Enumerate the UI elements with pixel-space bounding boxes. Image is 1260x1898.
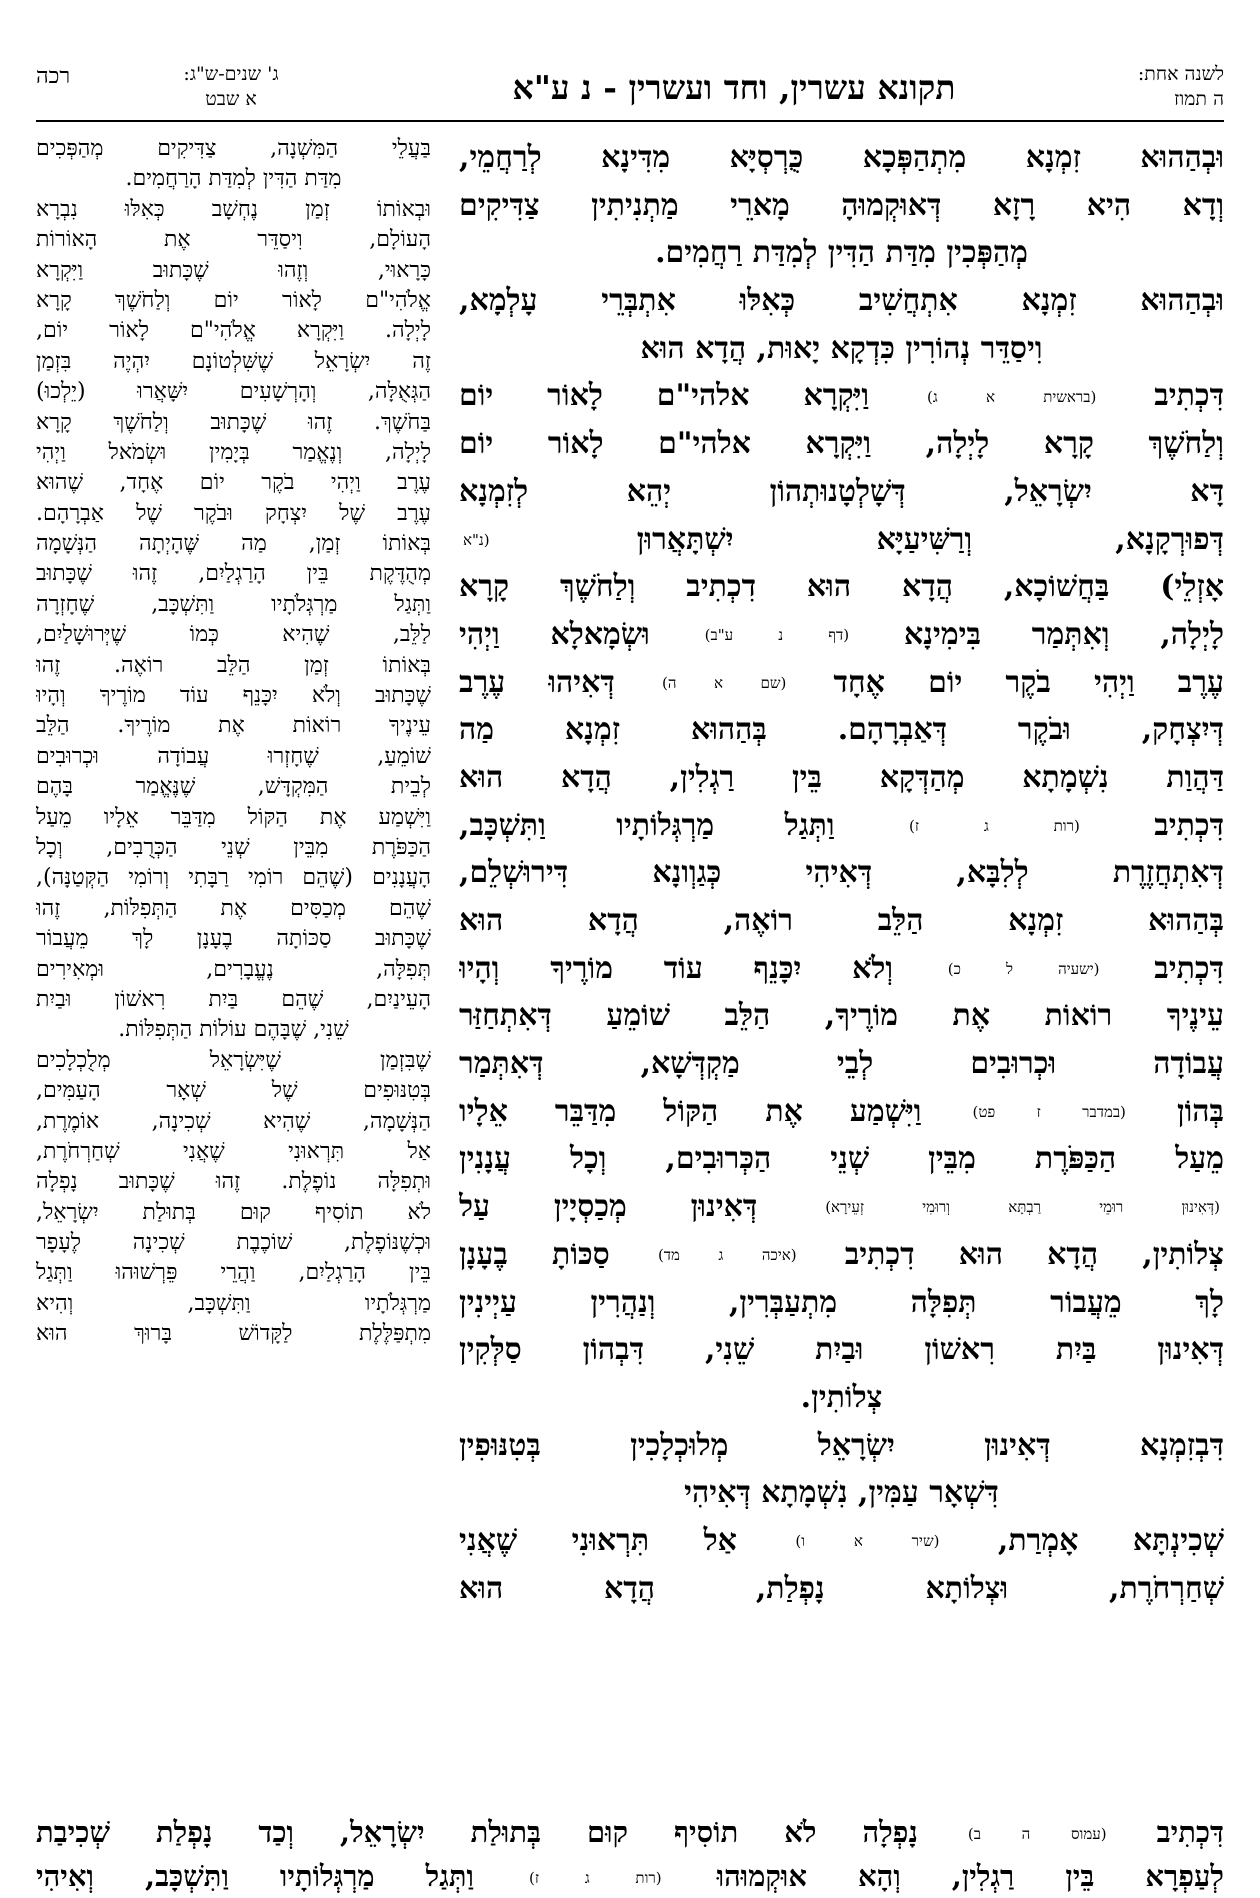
line-text: לָיְלָה, וְאִתְּמַר בִּימִינָא (903, 616, 1224, 652)
main-text-line (459, 1422, 1224, 1470)
main-text-line (459, 1040, 1224, 1088)
line-text: הָעֵינַיִם, שֶׁהֵם בַּיִת רִאשׁוֹן וּבַיִת (36, 986, 431, 1012)
main-text-line (459, 611, 1224, 659)
line-text: כָּרָאוּי, וְזֶהוּ שֶׁכָּתוּב וַיִּקְרָא (36, 257, 431, 283)
line-text: וַיִּשְׁמַע אֶת הַקּוֹל מִדַּבֵּר אֵלָיו (459, 1093, 922, 1129)
commentary-line (36, 924, 431, 954)
scripture-reference: (שם א ה) (662, 673, 787, 692)
commentary-line (36, 1258, 431, 1288)
scripture-reference: (במדבר ז פט) (972, 1102, 1126, 1121)
main-text-line (459, 420, 1224, 468)
line-text: דִּכְתִיב (1156, 1815, 1224, 1849)
main-text-column (459, 134, 1224, 1612)
header-three-year-date: א שבט (205, 88, 257, 110)
main-text-line (459, 1469, 1224, 1517)
commentary-line (36, 955, 431, 985)
line-text: אַל תִּרְאוּנִי שֶׁאֲנִי שְׁחַרְחֹרֶת, (36, 1138, 431, 1164)
line-text: שׁוֹמֵעַ, שֶׁחָזְרוּ עֲבוֹדָה וּכְרוּבִים (36, 743, 431, 769)
main-text-line (459, 277, 1224, 325)
running-header (36, 62, 1224, 128)
line-text: וּשְׂמָאלָא וַיְהִי (459, 616, 650, 652)
full-width-line (36, 1854, 1224, 1898)
header-one-year-date: ה תמוז (1174, 88, 1224, 110)
commentary-line (36, 1015, 431, 1045)
commentary-line (36, 651, 431, 681)
line-text: וַיִּשְׁמַע אֶת הַקּוֹל מִדַּבֵּר אֵלָיו מֵעַל (36, 804, 431, 830)
commentary-line (36, 164, 431, 194)
main-text-line (459, 372, 1224, 420)
full-width-text (36, 1810, 1224, 1898)
line-text: אֱלֹהִי"ם לָאוֹר יוֹם וְלַחֹשֶׁךְ קָרָא (36, 287, 431, 313)
commentary-line (36, 1076, 431, 1106)
scripture-reference: (רות ג ז) (528, 1869, 662, 1887)
scripture-reference: (עמוס ה ב) (967, 1825, 1107, 1843)
line-text: צְלוֹתִין. (800, 1379, 883, 1415)
commentary-column (36, 134, 431, 1350)
line-text: בַּחֲשׁוֹכָא, הֲדָא הוּא דִכְתִיב וְלַחֹשֶׁךְ קָרָא (459, 569, 1110, 605)
line-text: וִיסַדֵּר נְהוֹרִין כִּדְקָא יָאוּת, הֲדָא הוּא (640, 330, 1043, 366)
line-text: לֹא תוֹסִיף קוּם בְּתוּלַת יִשְׂרָאֵל, (36, 1199, 431, 1225)
commentary-line (36, 195, 431, 225)
line-text: בְּהַהוּא זִמְנָא הַלֵּב רוֹאֶה, הֲדָא הוּא (459, 903, 1224, 938)
main-text-line (459, 1279, 1224, 1327)
line-text: וְדָא הִיא רָזָא דְּאוּקְמוּהָ מָארֵי מַתְנִיתִין צַדִּיקִים (459, 187, 1224, 223)
line-text: דַּהֲוַת נִשְׁמָתָא מְהַדְּקָא בֵּין רַגְלִין, הֲדָא הוּא (459, 759, 1224, 795)
line-text: בֵּין הָרַגְלַיִם, וַהֲרֵי פֵּרְשׁוּהוּ וַתְּגַל (36, 1260, 431, 1286)
commentary-line (36, 1228, 431, 1258)
main-text-line (459, 754, 1224, 802)
line-text: בְּהוֹן (1176, 1093, 1224, 1129)
full-width-line (36, 1810, 1224, 1854)
line-text: זֶה יִשְׂרָאֵל שֶׁשִּׁלְטוֹנָם יִהְיֶה בִּזְמַן (36, 348, 431, 374)
main-text-line (459, 325, 1224, 373)
scripture-reference: (רות ג ז) (909, 816, 1080, 835)
main-text-line (459, 992, 1224, 1040)
line-text: אָזְלֵי) (1160, 569, 1224, 605)
line-text: אַל תִּרְאוּנִי שֶׁאֲנִי (459, 1522, 737, 1558)
commentary-line (36, 711, 431, 741)
line-text: דְּאִינוּן מְכַסְיָין עַל (459, 1189, 758, 1225)
line-text: דִּבְזִמְנָא דְּאִינוּן יִשְׂרָאֵל מְלוּכְלָכִין בְּטִנּוּפִין (459, 1427, 1224, 1463)
line-text: בְּאוֹתוֹ זְמַן הַלֵּב רוֹאֶה. זֶהוּ (36, 652, 431, 678)
commentary-line (36, 377, 431, 407)
main-text-line (459, 945, 1224, 993)
line-text: וְלֹא יִכָּנֵף עוֹד מוֹרֶיךָ וְהָיוּ (459, 950, 894, 986)
line-text: וּכְשֶׁנּוֹפֶלֶת, שׁוֹכֶבֶת שְׁכִינָה לֶעָפָר (36, 1230, 431, 1256)
commentary-line (36, 833, 431, 863)
header-three-year-schedule (116, 62, 346, 112)
commentary-line (36, 1046, 431, 1076)
commentary-line (36, 1198, 431, 1228)
line-text: מְהֻדֶּקֶת בֵּין הָרַגְלַיִם, זֶהוּ שֶׁכָּתוּב (36, 561, 431, 587)
line-text: הָעֲנָנִים (שֶׁהֵם רוֹמִי רַבָּתִי וְרוֹמִי הַקְּטַנָּה), (36, 865, 431, 891)
line-text: שְׁכִינְתָּא אָמְרַת, (997, 1522, 1224, 1558)
line-text: וַתְּגַל מַרְגְּלֹתָיו וַתִּשְׁכָּב, שֶׁחָזְרָה (36, 591, 431, 617)
line-text: מֵעַל הַכַּפֹּרֶת מִבֵּין שְׁנֵי הַכְּרוּבִים, וְכָל עֲנָנִין (459, 1141, 1224, 1177)
line-text: וְלַחֹשֶׁךְ קָרָא לָיְלָה, וַיִּקְרָא אלהי"ם לָאוֹר יוֹם (459, 426, 1224, 462)
line-text: שֵׁנִי, שֶׁבָּהֶם עוֹלוֹת הַתְּפִלּוֹת. (118, 1017, 349, 1043)
line-text: דִּכְתִיב (1154, 950, 1224, 986)
header-divider (36, 120, 1224, 122)
line-text: שֶׁכָּתוּב וְלֹא יִכָּנֵף עוֹד מוֹרֶיךָ וְהָיוּ (36, 683, 431, 709)
main-text-line (459, 134, 1224, 182)
line-text: הַכַּפֹּרֶת מִבֵּין שְׁנֵי הַכְּרֻבִים, וְכָל (36, 834, 431, 860)
commentary-line (36, 894, 431, 924)
scripture-reference: (ישעיה ל כ) (947, 959, 1100, 978)
line-text: הַנְּשָׁמָה, שֶׁהִיא שְׁכִינָה, אוֹמֶרֶת, (36, 1108, 431, 1134)
scripture-reference: (דף נ ע"ב) (704, 626, 850, 645)
line-text: דְּאִיהוּ עֶרֶב (459, 664, 615, 700)
commentary-line (36, 408, 431, 438)
main-text-line (459, 802, 1224, 850)
commentary-line (36, 1137, 431, 1167)
main-text-line (459, 1183, 1224, 1231)
line-text: דִּכְתִיב (1154, 807, 1224, 843)
line-text: עֲבוֹדָה וּכְרוּבִים לְבֵי מַקְדְּשָׁא, דְּאִתְּמַר (459, 1046, 1224, 1082)
commentary-line (36, 316, 431, 346)
header-study-schedule (1034, 62, 1224, 112)
main-text-line (459, 1326, 1224, 1374)
line-text: וּבְהַהוּא זִמְנָא אִתְחֲשִׁיב כְּאִלּוּ אִתְבְּרֵי עָלְמָא, (459, 283, 1224, 319)
line-text: שֶׁבִּזְמַן שֶׁיִּשְׂרָאֵל מְלֻכְלָכִים (36, 1047, 431, 1073)
line-text: הָעוֹלָם, וִיסַדֵּר אֶת הָאוֹרוֹת (36, 227, 431, 253)
line-text: לָךְ מֵעֲבוֹר תְּפִלָּה מִתְעַבְּרִין, וְנַהֲרִין עַיְינִין (459, 1284, 1224, 1320)
line-text: מְהַפְּכִין מִדַּת הַדִּין לְמִדַּת רַחֲמִים. (655, 235, 1028, 271)
main-text-line (459, 1565, 1224, 1613)
main-text-line (459, 1088, 1224, 1136)
line-text: בַּחֹשֶׁךְ. זֶהוּ שֶׁכָּתוּב וְלַחֹשֶׁךְ קָרָא (36, 409, 431, 435)
commentary-line (36, 1167, 431, 1197)
commentary-line (36, 256, 431, 286)
line-text: דְּפוּרְקָנָא, וְרַשִּׁיעַיָּא יִשְׁתָּאֲרוּן (636, 521, 1224, 557)
line-text: עֶרֶב שֶׁל יִצְחָק וּבֹקֶר שֶׁל אַבְרָהָם. (36, 500, 431, 526)
commentary-line (36, 134, 431, 164)
commentary-line (36, 286, 431, 316)
line-text: וַיִּקְרָא אלהי"ם לָאוֹר יוֹם (459, 378, 870, 414)
line-text: וַתְּגַל מַרְגְּלוֹתָיו וַתִּשְׁכָּב, וְאִיהִי (36, 1859, 474, 1893)
line-text: בַּעֲלֵי הַמִּשְׁנָה, צַדִּיקִים מְהַפְּכִים (36, 136, 431, 161)
commentary-line (36, 438, 431, 468)
commentary-line (36, 985, 431, 1015)
line-text: בְּאוֹתוֹ זְמַן, מַה שֶּׁהָיְתָה הַנְּשָׁמָה (36, 531, 431, 557)
line-text: שֶׁהֵם מְכַסִּים אֶת הַתְּפִלּוֹת, זֶהוּ (36, 895, 431, 921)
commentary-line (36, 1289, 431, 1319)
line-text: בְּטִנּוּפִים שֶׁל שְׁאָר הָעַמִּים, (36, 1078, 431, 1104)
main-text-line (459, 1517, 1224, 1565)
main-text-line (459, 516, 1224, 564)
commentary-line (36, 347, 431, 377)
line-text: דָּא יִשְׂרָאֵל, דְּשָׁלְטָנוּתְהוֹן יְהֵא לְזִמְנָא (459, 473, 1224, 509)
line-text: מַרְגְּלֹתָיו וַתִּשְׁכָּב, וְהִיא (36, 1290, 431, 1316)
line-text: וּבְאוֹתוֹ זְמַן נֶחְשָׁב כְּאִלּוּ נִבְרָא (36, 196, 431, 222)
line-text: מִדַּת הַדִּין לְמִדַּת הָרַחֲמִים. (125, 166, 342, 192)
main-text-line (459, 659, 1224, 707)
line-text: דְּאִתְחֲזֶרֶת לְלִבָּא, דְּאִיהִי כְּגַוְונָא דִּירוּשְׁלֵם, (459, 855, 1224, 891)
line-text: שְׁחַרְחֹרֶת, וּצְלוֹתָא נָפְלַת, הֲדָא הוּא (459, 1570, 1224, 1606)
line-text: וַתְּגַל מַרְגְּלוֹתָיו וַתִּשְׁכָּב, (459, 807, 835, 843)
scripture-reference: (בראשית א ג) (926, 387, 1097, 406)
line-text: הַגְּאֻלָּה, וְהָרְשָׁעִים יִשָּׁאֲרוּ (יֵלְכוּ) (36, 379, 431, 405)
main-text-line (459, 1231, 1224, 1279)
line-text: עֶרֶב וַיְהִי בֹקֶר יוֹם אֶחָד (833, 664, 1224, 700)
document-page (36, 62, 1224, 1893)
main-text-line (459, 706, 1224, 754)
header-one-year-label: לשנה אחת: (1137, 63, 1224, 85)
line-text: תְּפִלָּה, נֶעֱבָרִים, וּמְאִירִים (36, 956, 431, 982)
commentary-line (36, 772, 431, 802)
commentary-line (36, 620, 431, 650)
line-text: נָפְלָה לֹא תוֹסִיף קוּם בְּתוּלַת יִשְׂרָאֵל, וְכַד נָפְלַת שְׁכִיבַת (36, 1815, 918, 1849)
header-three-year-label: ג' שנים-ש"ג: (183, 63, 279, 85)
line-text: שֶׁכָּתוּב סַכּוֹתָה בֶעָנָן לָךְ מֵעֲבוֹר (36, 926, 431, 952)
line-text: לָיְלָה. וַיִּקְרָא אֱלֹהִי"ם לָאוֹר יוֹם, (36, 318, 431, 344)
page-number: רכה (36, 64, 71, 89)
main-text-line (459, 1374, 1224, 1422)
main-text-line (459, 182, 1224, 230)
line-text: דִּשְׁאָר עַמִּין, נִשְׁמָתָא דְּאִיהִי (684, 1475, 999, 1511)
line-text: עֵינֶיךָ רוֹאוֹת אֶת מוֹרֶיךָ. הַלֵּב (36, 713, 431, 739)
line-text: עֵינֶיךָ רוֹאוֹת אֶת מוֹרֶיךָ, הַלֵּב שׁוֹמֵעַ דְּאִתְחַזַּר (459, 998, 1224, 1034)
line-text: דְּאִינוּן בַּיִת רִאשׁוֹן וּבַיִת שֵׁנִי, דִּבְהוֹן סַלְּקִין (459, 1332, 1224, 1368)
line-text: לְעַפְרָא בֵּין רַגְלִין, וְהָא אוּקְמוּהוּ (716, 1859, 1224, 1893)
line-text: צְלוֹתִין, הֲדָא הוּא דִכְתִיב (844, 1236, 1224, 1272)
commentary-line (36, 468, 431, 498)
line-text: דְּיִצְחָק, וּבֹקֶר דְּאַבְרָהָם. בְּהַהוּא זִמְנָא מַה (459, 712, 1224, 748)
commentary-line (36, 499, 431, 529)
line-text: לַלֵּב, שֶׁהִיא כְּמוֹ שֶׁיְּרוּשָׁלַיִם, (36, 622, 431, 648)
commentary-line (36, 590, 431, 620)
main-text-line (459, 229, 1224, 277)
commentary-line (36, 742, 431, 772)
commentary-line (36, 681, 431, 711)
commentary-line (36, 1107, 431, 1137)
parenthetical-note: (דְּאִינוּן רוּמֵי רַבְתָּא וְרוּמִי זְעֵירָא) (825, 1198, 1220, 1217)
line-text: לְבֵית הַמִּקְדָּשׁ, שֶׁנֶּאֱמַר בָּהֶם (36, 774, 431, 800)
main-text-line (459, 468, 1224, 516)
scripture-reference: (נ"א (463, 530, 490, 549)
scripture-reference: (איכה ג מד) (657, 1245, 797, 1264)
main-text-line (459, 1135, 1224, 1183)
line-text: דִּכְתִיב (1154, 378, 1224, 414)
commentary-line (36, 1319, 431, 1349)
commentary-line (36, 863, 431, 893)
line-text: לָיְלָה, וְנֶאֱמַר בְּיָמִין וּשְׂמֹאל וַיְהִי (36, 439, 431, 465)
line-text: עֶרֶב וַיְהִי בֹקֶר יוֹם אֶחָד, שֶׁהוּא (36, 470, 431, 496)
commentary-line (36, 803, 431, 833)
page-title: תקונא עשרין, וחד ועשרין - נ ע"א (512, 68, 956, 107)
commentary-line (36, 529, 431, 559)
main-text-line (459, 897, 1224, 945)
main-text-line (459, 849, 1224, 897)
scripture-reference: (שיר א ו) (795, 1532, 940, 1551)
commentary-line (36, 559, 431, 589)
line-text: וּבְהַהוּא זִמְנָא מִתְהַפְּכָא כֻּרְסְיָּא מִדִּינָא לְרַחֲמֵי, (459, 140, 1224, 175)
commentary-line (36, 225, 431, 255)
line-text: מִתְפַּלֶּלֶת לַקָּדוֹשׁ בָּרוּךְ הוּא (36, 1321, 431, 1347)
line-text: סַכּוֹתָ בֶעָנָן (459, 1236, 610, 1272)
main-text-line (459, 563, 1224, 611)
line-text: וּתְפִלָּה נוֹפֶלֶת. זֶהוּ שֶׁכָּתוּב נָפְלָה (36, 1169, 431, 1195)
